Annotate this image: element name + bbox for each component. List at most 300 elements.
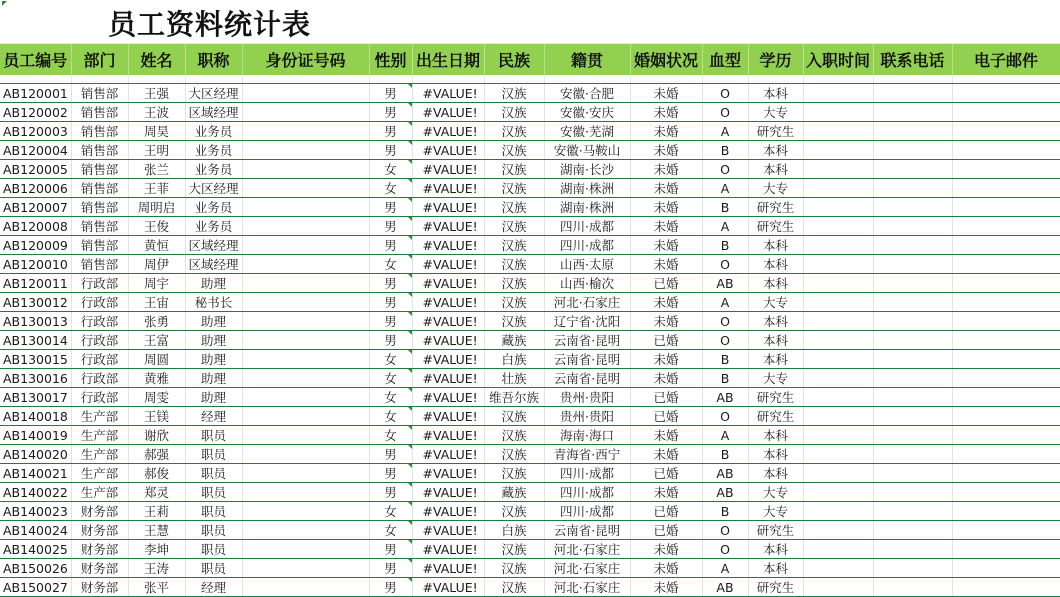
cell-birth[interactable]: #VALUE!: [412, 578, 484, 597]
cell-origin[interactable]: 云南省·昆明: [544, 369, 630, 388]
cell-idcard[interactable]: [242, 179, 369, 198]
cell-gender[interactable]: 男: [369, 217, 412, 236]
cell-ethnic[interactable]: 藏族: [484, 483, 544, 502]
cell-id[interactable]: AB120009: [0, 236, 71, 255]
cell-email[interactable]: [952, 160, 1060, 179]
cell-edu[interactable]: 大专: [748, 502, 803, 521]
cell-birth[interactable]: #VALUE!: [412, 217, 484, 236]
cell-dept[interactable]: 销售部: [71, 198, 128, 217]
spacer-cell[interactable]: [630, 75, 702, 84]
cell-dept[interactable]: 行政部: [71, 388, 128, 407]
cell-marital[interactable]: 已婚: [630, 502, 702, 521]
cell-title[interactable]: 业务员: [185, 160, 242, 179]
cell-origin[interactable]: 贵州·贵阳: [544, 388, 630, 407]
cell-id[interactable]: AB120010: [0, 255, 71, 274]
cell-origin[interactable]: 四川·成都: [544, 464, 630, 483]
cell-name[interactable]: 张勇: [128, 312, 185, 331]
cell-dept[interactable]: 行政部: [71, 331, 128, 350]
sheet-title[interactable]: 员工资料统计表: [108, 8, 312, 41]
cell-dept[interactable]: 销售部: [71, 255, 128, 274]
cell-birth[interactable]: #VALUE!: [412, 483, 484, 502]
cell-edu[interactable]: 本科: [748, 84, 803, 103]
cell-blood[interactable]: B: [702, 350, 748, 369]
cell-marital[interactable]: 未婚: [630, 236, 702, 255]
cell-ethnic[interactable]: 汉族: [484, 84, 544, 103]
cell-birth[interactable]: #VALUE!: [412, 84, 484, 103]
cell-title[interactable]: 助理: [185, 312, 242, 331]
cell-idcard[interactable]: [242, 502, 369, 521]
cell-dept[interactable]: 生产部: [71, 426, 128, 445]
spacer-cell[interactable]: [702, 75, 748, 84]
cell-id[interactable]: AB120011: [0, 274, 71, 293]
cell-name[interactable]: 周雯: [128, 388, 185, 407]
cell-edu[interactable]: 本科: [748, 464, 803, 483]
cell-birth[interactable]: #VALUE!: [412, 274, 484, 293]
cell-edu[interactable]: 本科: [748, 274, 803, 293]
cell-dept[interactable]: 销售部: [71, 84, 128, 103]
cell-gender[interactable]: 男: [369, 312, 412, 331]
cell-origin[interactable]: 湖南·长沙: [544, 160, 630, 179]
cell-marital[interactable]: 未婚: [630, 84, 702, 103]
cell-phone[interactable]: [873, 521, 952, 540]
header-idcard[interactable]: 身份证号码: [242, 44, 369, 75]
cell-edu[interactable]: 大专: [748, 103, 803, 122]
cell-marital[interactable]: 已婚: [630, 521, 702, 540]
cell-marital[interactable]: 未婚: [630, 122, 702, 141]
cell-blood[interactable]: B: [702, 502, 748, 521]
cell-id[interactable]: AB150026: [0, 559, 71, 578]
cell-blood[interactable]: O: [702, 84, 748, 103]
cell-marital[interactable]: 未婚: [630, 179, 702, 198]
cell-id[interactable]: AB120002: [0, 103, 71, 122]
cell-blood[interactable]: B: [702, 369, 748, 388]
cell-ethnic[interactable]: 维吾尔族: [484, 388, 544, 407]
cell-blood[interactable]: AB: [702, 464, 748, 483]
cell-phone[interactable]: [873, 350, 952, 369]
cell-marital[interactable]: 未婚: [630, 255, 702, 274]
cell-name[interactable]: 周伊: [128, 255, 185, 274]
cell-blood[interactable]: AB: [702, 388, 748, 407]
cell-email[interactable]: [952, 578, 1060, 597]
cell-birth[interactable]: #VALUE!: [412, 426, 484, 445]
cell-edu[interactable]: 本科: [748, 141, 803, 160]
cell-gender[interactable]: 男: [369, 331, 412, 350]
cell-birth[interactable]: #VALUE!: [412, 445, 484, 464]
cell-dept[interactable]: 销售部: [71, 141, 128, 160]
cell-ethnic[interactable]: 汉族: [484, 122, 544, 141]
cell-marital[interactable]: 未婚: [630, 160, 702, 179]
cell-dept[interactable]: 行政部: [71, 350, 128, 369]
cell-gender[interactable]: 男: [369, 274, 412, 293]
cell-email[interactable]: [952, 521, 1060, 540]
cell-phone[interactable]: [873, 559, 952, 578]
cell-hire[interactable]: [803, 312, 873, 331]
cell-id[interactable]: AB130014: [0, 331, 71, 350]
cell-blood[interactable]: O: [702, 407, 748, 426]
cell-id[interactable]: AB120003: [0, 122, 71, 141]
cell-email[interactable]: [952, 179, 1060, 198]
cell-ethnic[interactable]: 壮族: [484, 369, 544, 388]
cell-id[interactable]: AB130013: [0, 312, 71, 331]
cell-gender[interactable]: 女: [369, 160, 412, 179]
cell-gender[interactable]: 男: [369, 84, 412, 103]
cell-title[interactable]: 大区经理: [185, 179, 242, 198]
cell-hire[interactable]: [803, 521, 873, 540]
cell-phone[interactable]: [873, 236, 952, 255]
cell-ethnic[interactable]: 汉族: [484, 464, 544, 483]
cell-idcard[interactable]: [242, 103, 369, 122]
cell-email[interactable]: [952, 198, 1060, 217]
cell-edu[interactable]: 本科: [748, 445, 803, 464]
cell-marital[interactable]: 已婚: [630, 407, 702, 426]
cell-phone[interactable]: [873, 578, 952, 597]
cell-origin[interactable]: 四川·成都: [544, 483, 630, 502]
cell-origin[interactable]: 安徽·马鞍山: [544, 141, 630, 160]
cell-birth[interactable]: #VALUE!: [412, 407, 484, 426]
cell-id[interactable]: AB140019: [0, 426, 71, 445]
header-name[interactable]: 姓名: [128, 44, 185, 75]
cell-blood[interactable]: A: [702, 217, 748, 236]
spacer-cell[interactable]: [369, 75, 412, 84]
cell-ethnic[interactable]: 汉族: [484, 540, 544, 559]
cell-gender[interactable]: 男: [369, 236, 412, 255]
cell-edu[interactable]: 研究生: [748, 122, 803, 141]
cell-id[interactable]: AB140018: [0, 407, 71, 426]
cell-name[interactable]: 李坤: [128, 540, 185, 559]
cell-dept[interactable]: 生产部: [71, 407, 128, 426]
cell-blood[interactable]: AB: [702, 578, 748, 597]
cell-hire[interactable]: [803, 388, 873, 407]
cell-id[interactable]: AB130017: [0, 388, 71, 407]
cell-name[interactable]: 王富: [128, 331, 185, 350]
cell-email[interactable]: [952, 84, 1060, 103]
cell-dept[interactable]: 生产部: [71, 483, 128, 502]
cell-idcard[interactable]: [242, 255, 369, 274]
cell-hire[interactable]: [803, 255, 873, 274]
cell-blood[interactable]: A: [702, 179, 748, 198]
cell-birth[interactable]: #VALUE!: [412, 179, 484, 198]
cell-hire[interactable]: [803, 122, 873, 141]
cell-id[interactable]: AB120006: [0, 179, 71, 198]
cell-hire[interactable]: [803, 217, 873, 236]
cell-gender[interactable]: 男: [369, 122, 412, 141]
cell-phone[interactable]: [873, 312, 952, 331]
cell-birth[interactable]: #VALUE!: [412, 502, 484, 521]
spacer-cell[interactable]: [242, 75, 369, 84]
cell-email[interactable]: [952, 350, 1060, 369]
cell-phone[interactable]: [873, 255, 952, 274]
cell-ethnic[interactable]: 白族: [484, 521, 544, 540]
cell-blood[interactable]: AB: [702, 483, 748, 502]
cell-email[interactable]: [952, 255, 1060, 274]
cell-hire[interactable]: [803, 84, 873, 103]
cell-title[interactable]: 助理: [185, 369, 242, 388]
cell-hire[interactable]: [803, 236, 873, 255]
cell-id[interactable]: AB140024: [0, 521, 71, 540]
cell-hire[interactable]: [803, 426, 873, 445]
cell-title[interactable]: 业务员: [185, 122, 242, 141]
cell-email[interactable]: [952, 388, 1060, 407]
cell-ethnic[interactable]: 白族: [484, 350, 544, 369]
cell-id[interactable]: AB120001: [0, 84, 71, 103]
cell-phone[interactable]: [873, 445, 952, 464]
cell-gender[interactable]: 男: [369, 578, 412, 597]
cell-phone[interactable]: [873, 483, 952, 502]
cell-name[interactable]: 王涛: [128, 559, 185, 578]
cell-ethnic[interactable]: 汉族: [484, 426, 544, 445]
cell-idcard[interactable]: [242, 350, 369, 369]
cell-ethnic[interactable]: 汉族: [484, 236, 544, 255]
cell-id[interactable]: AB140021: [0, 464, 71, 483]
cell-ethnic[interactable]: 汉族: [484, 312, 544, 331]
cell-hire[interactable]: [803, 407, 873, 426]
cell-title[interactable]: 经理: [185, 578, 242, 597]
cell-gender[interactable]: 男: [369, 559, 412, 578]
cell-origin[interactable]: 山西·榆次: [544, 274, 630, 293]
cell-marital[interactable]: 未婚: [630, 426, 702, 445]
cell-gender[interactable]: 男: [369, 293, 412, 312]
cell-email[interactable]: [952, 426, 1060, 445]
cell-origin[interactable]: 河北·石家庄: [544, 578, 630, 597]
cell-gender[interactable]: 女: [369, 521, 412, 540]
cell-gender[interactable]: 女: [369, 179, 412, 198]
cell-idcard[interactable]: [242, 445, 369, 464]
cell-blood[interactable]: O: [702, 312, 748, 331]
header-hire[interactable]: 入职时间: [803, 44, 873, 75]
cell-marital[interactable]: 未婚: [630, 198, 702, 217]
cell-ethnic[interactable]: 汉族: [484, 274, 544, 293]
cell-phone[interactable]: [873, 464, 952, 483]
cell-phone[interactable]: [873, 407, 952, 426]
cell-hire[interactable]: [803, 559, 873, 578]
cell-title[interactable]: 职员: [185, 426, 242, 445]
cell-hire[interactable]: [803, 293, 873, 312]
header-gender[interactable]: 性别: [369, 44, 412, 75]
cell-dept[interactable]: 销售部: [71, 217, 128, 236]
cell-ethnic[interactable]: 汉族: [484, 103, 544, 122]
cell-ethnic[interactable]: 汉族: [484, 217, 544, 236]
cell-gender[interactable]: 女: [369, 369, 412, 388]
cell-origin[interactable]: 云南省·昆明: [544, 331, 630, 350]
cell-blood[interactable]: A: [702, 559, 748, 578]
cell-name[interactable]: 王宙: [128, 293, 185, 312]
cell-phone[interactable]: [873, 274, 952, 293]
cell-ethnic[interactable]: 汉族: [484, 179, 544, 198]
cell-name[interactable]: 王强: [128, 84, 185, 103]
cell-gender[interactable]: 男: [369, 103, 412, 122]
cell-name[interactable]: 郝俊: [128, 464, 185, 483]
cell-dept[interactable]: 销售部: [71, 103, 128, 122]
cell-email[interactable]: [952, 122, 1060, 141]
cell-ethnic[interactable]: 汉族: [484, 160, 544, 179]
cell-name[interactable]: 王慧: [128, 521, 185, 540]
cell-idcard[interactable]: [242, 464, 369, 483]
cell-marital[interactable]: 未婚: [630, 217, 702, 236]
cell-origin[interactable]: 云南省·昆明: [544, 350, 630, 369]
cell-dept[interactable]: 行政部: [71, 312, 128, 331]
cell-name[interactable]: 郑灵: [128, 483, 185, 502]
cell-birth[interactable]: #VALUE!: [412, 464, 484, 483]
cell-gender[interactable]: 女: [369, 255, 412, 274]
cell-gender[interactable]: 女: [369, 426, 412, 445]
cell-name[interactable]: 王镁: [128, 407, 185, 426]
cell-origin[interactable]: 四川·成都: [544, 502, 630, 521]
cell-name[interactable]: 周圆: [128, 350, 185, 369]
cell-birth[interactable]: #VALUE!: [412, 103, 484, 122]
cell-name[interactable]: 张平: [128, 578, 185, 597]
cell-edu[interactable]: 研究生: [748, 407, 803, 426]
cell-blood[interactable]: O: [702, 103, 748, 122]
cell-phone[interactable]: [873, 540, 952, 559]
cell-id[interactable]: AB120007: [0, 198, 71, 217]
cell-id[interactable]: AB130012: [0, 293, 71, 312]
cell-blood[interactable]: O: [702, 255, 748, 274]
cell-edu[interactable]: 研究生: [748, 578, 803, 597]
cell-idcard[interactable]: [242, 483, 369, 502]
cell-gender[interactable]: 女: [369, 502, 412, 521]
cell-origin[interactable]: 安徽·合肥: [544, 84, 630, 103]
cell-marital[interactable]: 未婚: [630, 540, 702, 559]
cell-dept[interactable]: 财务部: [71, 540, 128, 559]
cell-idcard[interactable]: [242, 407, 369, 426]
cell-id[interactable]: AB120008: [0, 217, 71, 236]
spacer-cell[interactable]: [0, 75, 71, 84]
cell-birth[interactable]: #VALUE!: [412, 388, 484, 407]
cell-dept[interactable]: 销售部: [71, 179, 128, 198]
cell-title[interactable]: 职员: [185, 483, 242, 502]
cell-blood[interactable]: O: [702, 540, 748, 559]
cell-name[interactable]: 黄雅: [128, 369, 185, 388]
cell-idcard[interactable]: [242, 426, 369, 445]
cell-origin[interactable]: 湖南·株洲: [544, 179, 630, 198]
cell-phone[interactable]: [873, 122, 952, 141]
cell-blood[interactable]: A: [702, 293, 748, 312]
cell-marital[interactable]: 未婚: [630, 141, 702, 160]
cell-origin[interactable]: 河北·石家庄: [544, 559, 630, 578]
cell-email[interactable]: [952, 559, 1060, 578]
cell-phone[interactable]: [873, 426, 952, 445]
cell-marital[interactable]: 未婚: [630, 293, 702, 312]
cell-email[interactable]: [952, 103, 1060, 122]
cell-gender[interactable]: 女: [369, 388, 412, 407]
cell-edu[interactable]: 本科: [748, 426, 803, 445]
cell-marital[interactable]: 未婚: [630, 483, 702, 502]
cell-edu[interactable]: 大专: [748, 293, 803, 312]
spacer-cell[interactable]: [544, 75, 630, 84]
spacer-cell[interactable]: [412, 75, 484, 84]
cell-name[interactable]: 王菲: [128, 179, 185, 198]
cell-email[interactable]: [952, 312, 1060, 331]
cell-title[interactable]: 职员: [185, 502, 242, 521]
cell-name[interactable]: 张兰: [128, 160, 185, 179]
cell-title[interactable]: 职员: [185, 445, 242, 464]
cell-birth[interactable]: #VALUE!: [412, 369, 484, 388]
cell-blood[interactable]: B: [702, 141, 748, 160]
cell-email[interactable]: [952, 445, 1060, 464]
cell-blood[interactable]: B: [702, 236, 748, 255]
cell-name[interactable]: 周明启: [128, 198, 185, 217]
cell-origin[interactable]: 安徽·安庆: [544, 103, 630, 122]
cell-marital[interactable]: 已婚: [630, 331, 702, 350]
cell-title[interactable]: 秘书长: [185, 293, 242, 312]
cell-title[interactable]: 区域经理: [185, 103, 242, 122]
cell-email[interactable]: [952, 369, 1060, 388]
cell-hire[interactable]: [803, 331, 873, 350]
spacer-cell[interactable]: [748, 75, 803, 84]
cell-name[interactable]: 王莉: [128, 502, 185, 521]
header-id[interactable]: 员工编号: [0, 44, 71, 75]
cell-idcard[interactable]: [242, 369, 369, 388]
cell-gender[interactable]: 男: [369, 483, 412, 502]
cell-phone[interactable]: [873, 103, 952, 122]
cell-name[interactable]: 王明: [128, 141, 185, 160]
cell-dept[interactable]: 销售部: [71, 236, 128, 255]
cell-origin[interactable]: 云南省·昆明: [544, 521, 630, 540]
header-dept[interactable]: 部门: [71, 44, 128, 75]
cell-marital[interactable]: 未婚: [630, 350, 702, 369]
cell-title[interactable]: 经理: [185, 407, 242, 426]
cell-idcard[interactable]: [242, 84, 369, 103]
spacer-cell[interactable]: [803, 75, 873, 84]
cell-origin[interactable]: 河北·石家庄: [544, 293, 630, 312]
header-blood[interactable]: 血型: [702, 44, 748, 75]
cell-birth[interactable]: #VALUE!: [412, 350, 484, 369]
cell-title[interactable]: 助理: [185, 274, 242, 293]
cell-blood[interactable]: A: [702, 122, 748, 141]
cell-hire[interactable]: [803, 369, 873, 388]
cell-edu[interactable]: 本科: [748, 160, 803, 179]
cell-origin[interactable]: 四川·成都: [544, 236, 630, 255]
cell-hire[interactable]: [803, 103, 873, 122]
cell-edu[interactable]: 大专: [748, 179, 803, 198]
spacer-cell[interactable]: [484, 75, 544, 84]
cell-hire[interactable]: [803, 160, 873, 179]
cell-marital[interactable]: 未婚: [630, 559, 702, 578]
cell-title[interactable]: 职员: [185, 559, 242, 578]
cell-origin[interactable]: 贵州·贵阳: [544, 407, 630, 426]
cell-phone[interactable]: [873, 369, 952, 388]
cell-idcard[interactable]: [242, 578, 369, 597]
cell-birth[interactable]: #VALUE!: [412, 236, 484, 255]
cell-id[interactable]: AB130016: [0, 369, 71, 388]
cell-title[interactable]: 职员: [185, 521, 242, 540]
cell-birth[interactable]: #VALUE!: [412, 255, 484, 274]
cell-ethnic[interactable]: 汉族: [484, 502, 544, 521]
header-ethnic[interactable]: 民族: [484, 44, 544, 75]
cell-blood[interactable]: O: [702, 331, 748, 350]
cell-hire[interactable]: [803, 464, 873, 483]
cell-ethnic[interactable]: 汉族: [484, 293, 544, 312]
cell-birth[interactable]: #VALUE!: [412, 293, 484, 312]
cell-blood[interactable]: O: [702, 521, 748, 540]
cell-idcard[interactable]: [242, 141, 369, 160]
cell-ethnic[interactable]: 汉族: [484, 198, 544, 217]
cell-idcard[interactable]: [242, 521, 369, 540]
cell-hire[interactable]: [803, 445, 873, 464]
header-email[interactable]: 电子邮件: [952, 44, 1060, 75]
cell-marital[interactable]: 未婚: [630, 103, 702, 122]
cell-origin[interactable]: 湖南·株洲: [544, 198, 630, 217]
cell-email[interactable]: [952, 141, 1060, 160]
cell-phone[interactable]: [873, 179, 952, 198]
cell-edu[interactable]: 本科: [748, 559, 803, 578]
cell-birth[interactable]: #VALUE!: [412, 559, 484, 578]
cell-blood[interactable]: A: [702, 426, 748, 445]
cell-title[interactable]: 大区经理: [185, 84, 242, 103]
cell-birth[interactable]: #VALUE!: [412, 312, 484, 331]
cell-dept[interactable]: 财务部: [71, 521, 128, 540]
cell-name[interactable]: 谢欣: [128, 426, 185, 445]
